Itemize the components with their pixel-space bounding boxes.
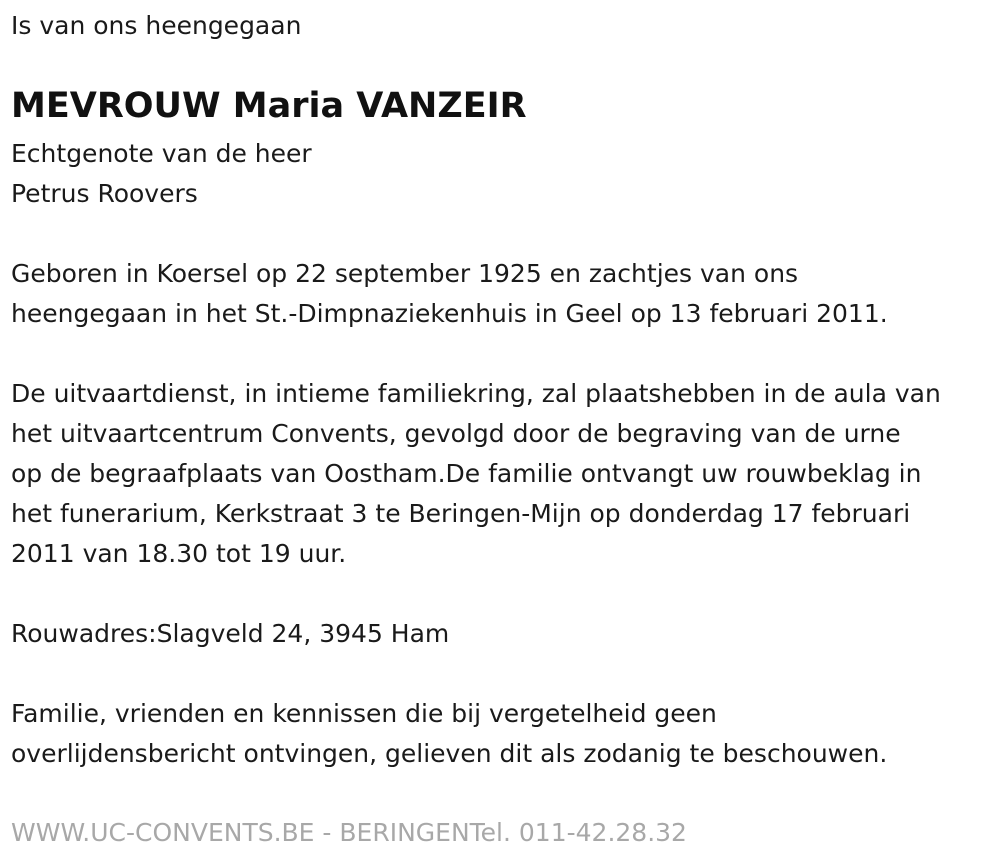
paragraph-line: het funerarium, Kerkstraat 3 te Beringen-Mijn op donderdag 17 februari (11, 499, 911, 528)
spouse-line: Echtgenote van de heer (11, 139, 312, 168)
birth-death-paragraph (11, 254, 888, 334)
footer-contact: WWW.UC-CONVENTS.BE - BERINGENTel. 011-42.28.32 (11, 818, 687, 847)
paragraph-line: Familie, vrienden en kennissen die bij vergetelheid geen (11, 699, 717, 728)
paragraph-line: De uitvaartdienst, in intieme familiekring, zal plaatshebben in de aula van (11, 379, 941, 408)
spouse-block (11, 134, 312, 214)
notice-paragraph (11, 694, 887, 774)
ceremony-paragraph (11, 374, 941, 574)
paragraph-line: 2011 van 18.30 tot 19 uur. (11, 539, 347, 568)
paragraph-line: op de begraafplaats van Oostham.De familie ontvangt uw rouwbeklag in (11, 459, 922, 488)
paragraph-line: Geboren in Koersel op 22 september 1925 en zachtjes van ons (11, 259, 799, 288)
paragraph-line: overlijdensbericht ontvingen, gelieven dit als zodanig te beschouwen. (11, 739, 888, 768)
paragraph-line: heengegaan in het St.-Dimpnaziekenhuis in Geel op 13 februari 2011. (11, 299, 888, 328)
mourning-address (11, 614, 449, 654)
spouse-name: Petrus Roovers (11, 179, 198, 208)
intro-text: Is van ons heengegaan (11, 11, 302, 40)
paragraph-line: het uitvaartcentrum Convents, gevolgd door de begraving van de urne (11, 419, 901, 448)
deceased-name: MEVROUW Maria VANZEIR (11, 86, 527, 126)
address-line: Rouwadres:Slagveld 24, 3945 Ham (11, 619, 450, 648)
